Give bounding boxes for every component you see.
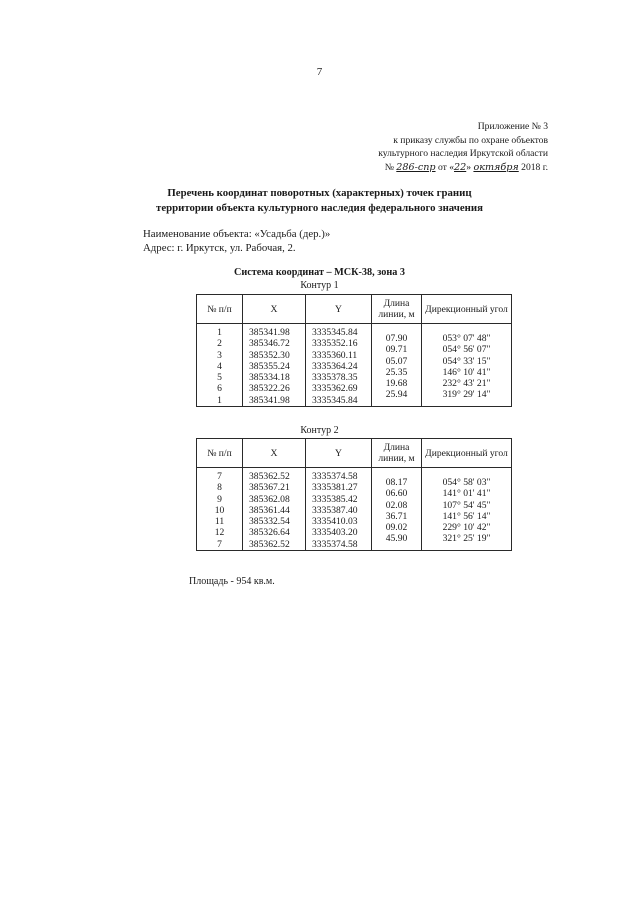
point-y: 3335378.35 [312,372,358,384]
segment-length: 06.60 [385,488,408,500]
contour-2-label: Контур 2 [300,425,339,436]
point-y: 3335374.58 [312,471,358,482]
order-number-label: № [384,161,394,173]
segment-length: 05.07 [385,355,408,367]
point-x: 385362.08 [249,493,290,505]
point-x: 385362.52 [249,471,290,482]
object-info [143,227,330,255]
segment-length: 45.90 [385,533,408,545]
order-date-from: от « [437,161,455,173]
segment-angle: 321° 25' 19" [442,533,491,545]
point-y: 3335374.58 [312,538,358,550]
point-num: 7 [217,538,222,550]
point-y: 3335387.40 [312,504,358,516]
point-x: 385341.98 [249,327,290,338]
document-title-line-2: территории объекта культурного наследия федерального значения [156,202,483,214]
point-num: 1 [217,327,222,338]
contour-1-label: Контур 1 [300,280,339,291]
segment-angle: 107° 54' 45" [442,499,491,511]
header-angle: Дирекционный угол [422,295,512,324]
area-value: Площадь - 954 кв.м. [189,576,275,587]
point-x: 385361.44 [249,504,290,516]
point-y: 3335362.69 [312,383,358,395]
x-column [243,324,306,407]
coordinate-system-title: Система координат – МСК-38, зона 3 [234,267,405,278]
header-length: Длина линии, м [372,295,422,324]
segment-length: 09.02 [385,522,408,534]
point-num: 4 [217,360,222,372]
point-num: 10 [214,504,225,516]
header-num: № п/п [197,439,243,468]
order-year: 2018 г. [521,161,548,173]
y-column [306,324,372,407]
appendix-line-3: культурного наследия Иркутской области [378,148,548,159]
segment-length: 09.71 [385,344,408,356]
object-name: Наименование объекта: «Усадьба (дер.)» [143,228,331,240]
segment-angle: 054° 56' 07" [442,344,491,356]
object-address: Адрес: г. Иркутск, ул. Рабочая, 2. [143,242,296,254]
point-num: 2 [217,338,222,350]
header-length: Длина линии, м [372,439,422,468]
point-num: 6 [217,383,222,395]
point-num: 7 [217,471,222,482]
point-y: 3335381.27 [312,482,358,494]
header-y: Y [306,295,372,324]
document-title [0,186,639,216]
appendix-line-2: к приказу службы по охране объектов [393,134,548,146]
appendix-line-1: Приложение № 3 [477,121,548,132]
x-column [243,468,306,551]
point-x: 385355.24 [249,360,290,372]
appendix-block [378,120,548,174]
header-y: Y [306,439,372,468]
segment-angle: 053° 07' 48" [442,333,491,344]
point-num: 8 [217,482,222,494]
table-header-row [197,295,512,324]
point-y: 3335345.84 [312,394,358,406]
point-y: 3335385.42 [312,493,358,505]
segment-angle: 229° 10' 42" [442,522,491,534]
angle-column [422,324,512,407]
point-x: 385322.26 [249,383,290,395]
angle-column [422,468,512,551]
segment-length: 08.17 [385,477,408,488]
segment-length: 19.68 [385,378,408,390]
order-month: октября [473,161,519,173]
point-num: 12 [214,527,225,539]
segment-angle: 146° 10' 41" [442,366,491,378]
y-column [306,468,372,551]
order-number: 286-спр [396,161,436,173]
table-body-row [197,468,512,551]
point-x: 385367.21 [249,482,290,494]
document-title-line-1: Перечень координат поворотных (характерных) точек границ [167,187,472,199]
segment-angle: 141° 01' 41" [442,488,491,500]
point-y: 3335403.20 [312,527,358,539]
segment-angle: 054° 33' 15" [442,355,491,367]
point-x: 385334.18 [249,372,290,384]
segment-length: 07.90 [385,333,408,344]
point-x: 385346.72 [249,338,290,350]
segment-length: 36.71 [385,510,408,522]
segment-length: 25.94 [385,389,408,401]
point-x: 385326.64 [249,527,290,539]
point-num-column [197,468,243,551]
point-x: 385352.30 [249,349,290,361]
point-x: 385362.52 [249,538,290,550]
segment-angle: 054° 58' 03" [442,477,491,488]
point-y: 3335360.11 [312,349,358,361]
page-number: 7 [316,66,323,78]
appendix-order-line [378,161,548,175]
segment-angle: 232° 43' 21" [442,378,491,390]
point-y: 3335345.84 [312,327,358,338]
header-x: X [243,295,306,324]
point-y: 3335410.03 [312,516,358,528]
table-header-row [197,439,512,468]
header-angle: Дирекционный угол [422,439,512,468]
point-y: 3335364.24 [312,360,358,372]
order-day-close: » [466,161,472,173]
segment-angle: 319° 29' 14" [442,389,491,401]
segment-length: 25.35 [385,366,408,378]
header-num: № п/п [197,295,243,324]
point-x: 385332.54 [249,516,290,528]
length-column [372,468,422,551]
point-num-column [197,324,243,407]
point-num: 11 [214,516,225,528]
point-x: 385341.98 [249,394,290,406]
length-column [372,324,422,407]
table-body-row [197,324,512,407]
point-num: 3 [217,349,222,361]
point-num: 9 [217,493,222,505]
header-x: X [243,439,306,468]
point-num: 5 [217,372,222,384]
contour-2-table [196,438,512,551]
segment-angle: 141° 56' 14" [442,510,491,522]
contour-1-table [196,294,512,407]
point-num: 1 [217,394,222,406]
point-y: 3335352.16 [312,338,358,350]
segment-length: 02.08 [385,499,408,511]
order-day: 22 [454,161,467,173]
